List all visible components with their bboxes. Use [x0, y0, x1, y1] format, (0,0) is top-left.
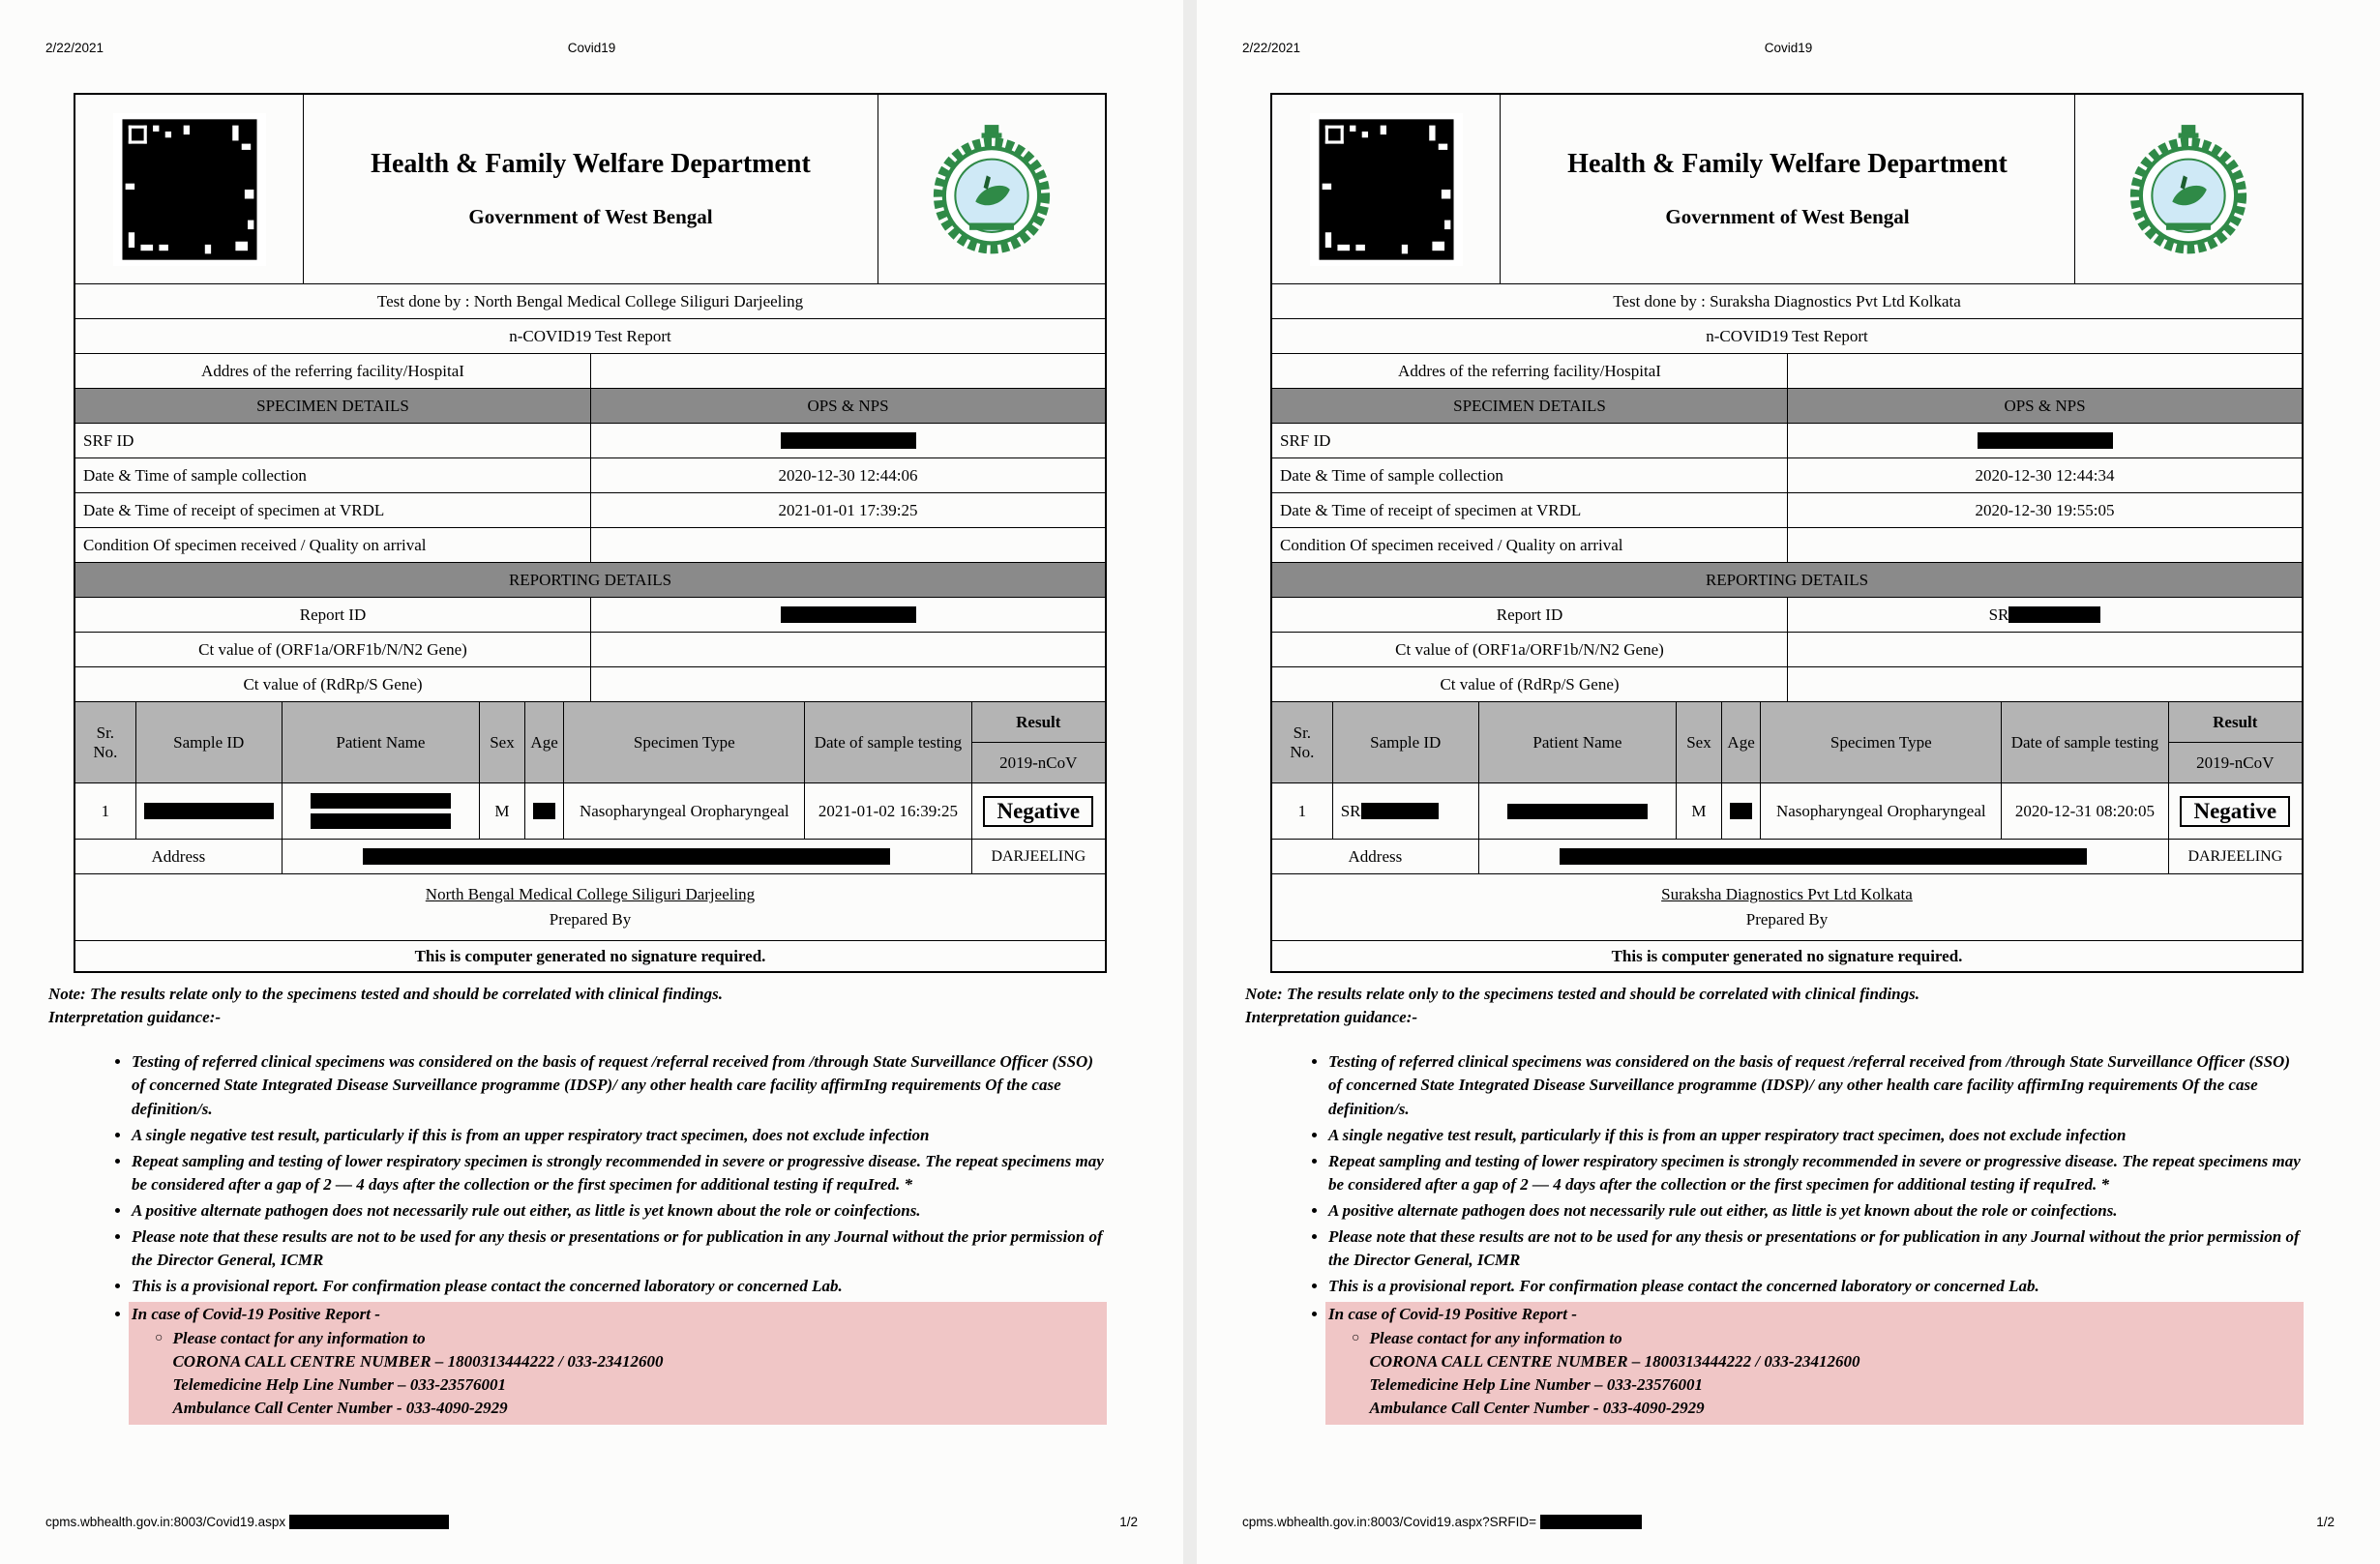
hotline-lines: [172, 1327, 663, 1421]
ct-orf-row: [1272, 632, 2302, 666]
computer-generated-row: [75, 940, 1105, 971]
srf-id-row: [75, 423, 1105, 457]
collection-label: Date & Time of sample collection: [83, 465, 307, 485]
note-line: Note: The results relate only to the specimens tested and should be correlated with clinical findings.: [1245, 985, 1919, 1003]
computer-generated-text: This is computer generated no signature required.: [414, 946, 766, 965]
col-result-title: Result: [2169, 702, 2302, 743]
report-title: n-COVID19 Test Report: [509, 326, 671, 345]
value-result: [971, 783, 1105, 839]
receipt-row: [75, 492, 1105, 527]
org-title-cell: [303, 95, 878, 283]
redacted-report-id: [781, 606, 916, 623]
positive-subitem: [1328, 1327, 2294, 1421]
report-title: n-COVID19 Test Report: [1706, 326, 1868, 345]
note-bullet: • A single negative test result, particularly if this is from an upper respiratory tract specimen, does not exclude infection: [132, 1124, 1107, 1147]
note-bullet-positive: [132, 1302, 1107, 1426]
ct-orf-row: [75, 632, 1105, 666]
print-header-date: 2/22/2021: [1242, 41, 1301, 55]
value-sr-no: 1: [1297, 801, 1307, 820]
guidance-list: [48, 1050, 1107, 1425]
srf-id-label: SRF ID: [1280, 430, 1331, 450]
address-district: DARJEELING: [971, 840, 1105, 873]
ops-nps-label: OPS & NPS: [1787, 389, 2302, 423]
col-result-title: Result: [972, 702, 1105, 743]
report-id-row: [1272, 597, 2302, 632]
value-sr-no: 1: [101, 801, 110, 820]
col-date-testing: Date of sample testing: [2001, 702, 2167, 782]
reporting-details-label: REPORTING DETAILS: [508, 570, 672, 589]
qr-cell: [75, 95, 303, 283]
value-date-testing: 2021-01-02 16:39:25: [804, 783, 970, 839]
collection-row: [1272, 457, 2302, 492]
col-patient-name: Patient Name: [282, 702, 479, 782]
collection-value: 2020-12-30 12:44:06: [590, 458, 1105, 492]
hotline-telemedicine: Telemedicine Help Line Number – 033-23576001: [1369, 1374, 1703, 1394]
ct-rdrp-label: Ct value of (RdRp/S Gene): [1440, 674, 1620, 693]
note-bullet: • Testing of referred clinical specimens was considered on the basis of request /referral received from /through State Surveillance Officer (SSO) of concerned State Integrated Disease Surveillance programme (IDSP)/ any other health care facility affirmIng requirements Of the case definition/s.: [132, 1050, 1107, 1120]
srf-id-label: SRF ID: [83, 430, 134, 450]
value-sample-id: [135, 783, 282, 839]
note-bullet: • A positive alternate pathogen does not necessarily rule out either, as little is yet known about the role or coinfections.: [1328, 1199, 2304, 1223]
org-title-cell: [1500, 95, 2074, 283]
value-specimen-type: Nasopharyngeal Oropharyngeal: [563, 783, 804, 839]
org-header-band: [1272, 95, 2302, 283]
footer-url: cpms.wbhealth.gov.in:8003/Covid19.aspx: [45, 1515, 286, 1529]
ct-rdrp-value: [590, 667, 1105, 701]
footer-page-number: 1/2: [1119, 1515, 1138, 1529]
positive-highlight-block: [129, 1302, 1107, 1426]
col-age: Age: [524, 702, 563, 782]
redacted-srf-id: [781, 432, 916, 449]
col-specimen-type: Specimen Type: [1760, 702, 2001, 782]
address-row: [75, 839, 1105, 873]
redacted-patient-name: [1507, 804, 1648, 819]
value-result: [2168, 783, 2302, 839]
ct-rdrp-value: [1787, 667, 2302, 701]
address-label: Address: [151, 846, 206, 866]
redacted-srf-id: [1978, 432, 2113, 449]
col-sr-no: Sr. No.: [1290, 723, 1315, 761]
reporting-details-band: [75, 562, 1105, 597]
west-bengal-emblem-icon: [2127, 123, 2249, 256]
footer-page-number: 1/2: [2316, 1515, 2335, 1529]
print-header-date: 2/22/2021: [45, 41, 104, 55]
value-patient-name: [1478, 783, 1676, 839]
collection-row: [75, 457, 1105, 492]
result-badge: Negative: [2180, 796, 2290, 827]
ct-orf-label: Ct value of (ORF1a/ORF1b/N/N2 Gene): [1395, 639, 1664, 659]
srf-id-value: [1787, 424, 2302, 457]
print-header: [1197, 0, 2380, 68]
ct-rdrp-row: [1272, 666, 2302, 701]
footer-url-group: [45, 1515, 449, 1529]
hotline-corona: CORONA CALL CENTRE NUMBER – 1800313444222 / 033-23412600: [172, 1351, 664, 1371]
report-id-label: Report ID: [299, 605, 367, 624]
value-sex: M: [479, 783, 524, 839]
col-result: [971, 702, 1105, 782]
redacted-patient-name: [311, 793, 451, 809]
footer-url-group: [1242, 1515, 1642, 1529]
ct-orf-label: Ct value of (ORF1a/ORF1b/N/N2 Gene): [198, 639, 467, 659]
notes-section: [48, 983, 1107, 1425]
referring-facility-row: [75, 353, 1105, 388]
referring-facility-value: [1787, 354, 2302, 388]
note-bullet: • A positive alternate pathogen does not necessarily rule out either, as little is yet known about the role or coinfections.: [132, 1199, 1107, 1223]
report-content: [0, 68, 1183, 1425]
test-done-by: Test done by : Suraksha Diagnostics Pvt Ltd Kolkata: [1613, 291, 1961, 310]
positive-title: • In case of Covid-19 Positive Report -: [132, 1304, 380, 1323]
condition-row: [75, 527, 1105, 562]
note-bullet: • This is a provisional report. For confirmation please contact the concerned laboratory or concerned Lab.: [1328, 1275, 2304, 1298]
report-id-prefix: SR: [1988, 605, 2009, 624]
department-title: Health & Family Welfare Department: [1567, 149, 2008, 179]
col-date-testing: Date of sample testing: [804, 702, 970, 782]
positive-title: • In case of Covid-19 Positive Report -: [1328, 1304, 1577, 1323]
note-bullet: • Please note that these results are not to be used for any thesis or presentations or for publication in any Journal without the prior permission of the Director General, ICMR: [132, 1225, 1107, 1272]
referring-facility-value: [590, 354, 1105, 388]
col-result-sub: 2019-nCoV: [999, 752, 1078, 772]
prepared-by-cell: [75, 874, 1105, 940]
srf-id-value: [590, 424, 1105, 457]
redacted-address: [1560, 848, 2087, 865]
col-sex: Sex: [1676, 702, 1721, 782]
redacted-age: [1730, 803, 1752, 819]
col-specimen-type: Specimen Type: [563, 702, 804, 782]
col-age: Age: [1721, 702, 1760, 782]
report-table: [74, 93, 1107, 973]
lab-name: Suraksha Diagnostics Pvt Ltd Kolkata: [1661, 885, 1913, 903]
receipt-value: 2021-01-01 17:39:25: [590, 493, 1105, 527]
report-table: [1270, 93, 2304, 973]
col-result-sub: 2019-nCoV: [2196, 752, 2275, 772]
value-age: [524, 783, 563, 839]
ct-orf-value: [1787, 633, 2302, 666]
report-content: [1197, 68, 2380, 1425]
result-data-row: [75, 782, 1105, 839]
print-header-title: Covid19: [1764, 41, 1813, 55]
report-title-row: [1272, 318, 2302, 353]
hotline-corona: CORONA CALL CENTRE NUMBER – 1800313444222 / 033-23412600: [1369, 1351, 1860, 1371]
condition-value: [590, 528, 1105, 562]
note-bullet-positive: [1328, 1302, 2304, 1426]
value-specimen-type: Nasopharyngeal Oropharyngeal: [1760, 783, 2001, 839]
srf-id-row: [1272, 423, 2302, 457]
report-title-row: [75, 318, 1105, 353]
note-bullet: • Testing of referred clinical specimens was considered on the basis of request /referral received from /through State Surveillance Officer (SSO) of concerned State Integrated Disease Surveillance programme (IDSP)/ any other health care facility affirmIng requirements Of the case definition/s.: [1328, 1050, 2304, 1120]
ct-rdrp-row: [75, 666, 1105, 701]
prepared-by-row: [75, 873, 1105, 940]
address-row: [1272, 839, 2302, 873]
results-table-header: [75, 701, 1105, 782]
hotline-intro: ○ Please contact for any information to: [1369, 1328, 1622, 1347]
report-page-right: [1197, 0, 2380, 1564]
sample-id-prefix: SR: [1340, 801, 1361, 820]
col-sex: Sex: [479, 702, 524, 782]
redacted-address: [363, 848, 890, 865]
value-sex: M: [1676, 783, 1721, 839]
notes-section: [1245, 983, 2304, 1425]
collection-label: Date & Time of sample collection: [1280, 465, 1503, 485]
report-id-value: [590, 598, 1105, 632]
value-age: [1721, 783, 1760, 839]
note-bullet: • This is a provisional report. For confirmation please contact the concerned laboratory or concerned Lab.: [132, 1275, 1107, 1298]
condition-row: [1272, 527, 2302, 562]
condition-label: Condition Of specimen received / Quality on arrival: [83, 535, 427, 554]
ct-orf-value: [590, 633, 1105, 666]
address-value: [1478, 840, 2168, 873]
print-footer: [45, 1515, 1138, 1529]
receipt-value: 2020-12-30 19:55:05: [1787, 493, 2302, 527]
value-date-testing: 2020-12-31 08:20:05: [2001, 783, 2167, 839]
receipt-row: [1272, 492, 2302, 527]
test-done-by-row: [1272, 283, 2302, 318]
redacted-url-param: [1540, 1515, 1642, 1529]
prepared-by-label: Prepared By: [549, 910, 632, 929]
redacted-patient-name: [311, 813, 451, 829]
positive-subitem: [132, 1327, 1097, 1421]
col-sr-no: Sr. No.: [93, 723, 118, 761]
referring-facility-row: [1272, 353, 2302, 388]
result-data-row: [1272, 782, 2302, 839]
government-subtitle: Government of West Bengal: [1665, 205, 1910, 228]
redacted-url-param: [289, 1515, 449, 1529]
report-id-value: [1787, 598, 2302, 632]
report-id-label: Report ID: [1496, 605, 1563, 624]
col-sample-id: Sample ID: [1332, 702, 1478, 782]
note-bullet: • A single negative test result, particularly if this is from an upper respiratory tract specimen, does not exclude infection: [1328, 1124, 2304, 1147]
col-patient-name: Patient Name: [1478, 702, 1676, 782]
result-badge: Negative: [983, 796, 1093, 827]
condition-label: Condition Of specimen received / Quality on arrival: [1280, 535, 1623, 554]
specimen-details-band: [75, 388, 1105, 423]
guidance-line: Interpretation guidance:-: [1245, 1008, 1418, 1027]
hotline-telemedicine: Telemedicine Help Line Number – 033-23576001: [172, 1374, 506, 1394]
redacted-sample-id: [1361, 803, 1439, 819]
hotline-lines: [1369, 1327, 1859, 1421]
department-title: Health & Family Welfare Department: [371, 149, 811, 179]
address-label: Address: [1348, 846, 1403, 866]
positive-highlight-block: [1325, 1302, 2304, 1426]
referring-facility-label: Addres of the referring facility/HospitaI: [201, 361, 464, 380]
qr-cell: [1272, 95, 1500, 283]
receipt-label: Date & Time of receipt of specimen at VRDL: [83, 500, 385, 519]
redacted-report-id: [2008, 606, 2100, 623]
emblem-cell: [878, 95, 1105, 283]
government-subtitle: Government of West Bengal: [468, 205, 713, 228]
value-sample-id: [1332, 783, 1478, 839]
hotline-intro: ○ Please contact for any information to: [172, 1328, 426, 1347]
address-district: DARJEELING: [2168, 840, 2302, 873]
redacted-sample-id: [144, 803, 274, 819]
value-patient-name: [282, 783, 479, 839]
receipt-label: Date & Time of receipt of specimen at VRDL: [1280, 500, 1582, 519]
col-sample-id: Sample ID: [135, 702, 282, 782]
referring-facility-label: Addres of the referring facility/HospitaI: [1398, 361, 1661, 380]
lab-name: North Bengal Medical College Siliguri Darjeeling: [425, 885, 756, 903]
computer-generated-text: This is computer generated no signature required.: [1611, 946, 1963, 965]
report-page-left: [0, 0, 1183, 1564]
qr-code-icon: [1310, 113, 1463, 266]
hotline-ambulance: Ambulance Call Center Number - 033-4090-2929: [1369, 1399, 1705, 1417]
ops-nps-label: OPS & NPS: [590, 389, 1105, 423]
report-id-row: [75, 597, 1105, 632]
guidance-list: [1245, 1050, 2304, 1425]
results-table-header: [1272, 701, 2302, 782]
specimen-details-label: SPECIMEN DETAILS: [1453, 396, 1606, 415]
note-line: Note: The results relate only to the specimens tested and should be correlated with clinical findings.: [48, 985, 723, 1003]
specimen-details-label: SPECIMEN DETAILS: [256, 396, 409, 415]
address-value: [282, 840, 971, 873]
print-header: [0, 0, 1183, 68]
col-result: [2168, 702, 2302, 782]
prepared-by-cell: [1272, 874, 2302, 940]
hotline-ambulance: Ambulance Call Center Number - 033-4090-2929: [172, 1399, 508, 1417]
reporting-details-label: REPORTING DETAILS: [1705, 570, 1869, 589]
prepared-by-row: [1272, 873, 2302, 940]
west-bengal-emblem-icon: [931, 123, 1053, 256]
note-bullet: • Please note that these results are not to be used for any thesis or presentations or for publication in any Journal without the prior permission of the Director General, ICMR: [1328, 1225, 2304, 1272]
test-done-by: Test done by : North Bengal Medical College Siliguri Darjeeling: [376, 291, 804, 310]
org-header-band: [75, 95, 1105, 283]
print-footer: [1242, 1515, 2335, 1529]
redacted-age: [533, 803, 555, 819]
note-bullet: • Repeat sampling and testing of lower respiratory specimen is strongly recommended in severe or progressive disease. The repeat specimens may be considered after a gap of 2 — 4 days after the collection or the first specimen for additional testing if requIred. *: [1328, 1150, 2304, 1196]
guidance-line: Interpretation guidance:-: [48, 1008, 222, 1027]
ct-rdrp-label: Ct value of (RdRp/S Gene): [243, 674, 423, 693]
prepared-by-label: Prepared By: [1745, 910, 1829, 929]
note-bullet: • Repeat sampling and testing of lower respiratory specimen is strongly recommended in severe or progressive disease. The repeat specimens may be considered after a gap of 2 — 4 days after the collection or the first specimen for additional testing if requIred. *: [132, 1150, 1107, 1196]
test-done-by-row: [75, 283, 1105, 318]
condition-value: [1787, 528, 2302, 562]
specimen-details-band: [1272, 388, 2302, 423]
reporting-details-band: [1272, 562, 2302, 597]
print-header-title: Covid19: [567, 41, 616, 55]
emblem-cell: [2074, 95, 2302, 283]
footer-url: cpms.wbhealth.gov.in:8003/Covid19.aspx?SRFID=: [1242, 1515, 1537, 1529]
collection-value: 2020-12-30 12:44:34: [1787, 458, 2302, 492]
computer-generated-row: [1272, 940, 2302, 971]
qr-code-icon: [113, 113, 266, 266]
